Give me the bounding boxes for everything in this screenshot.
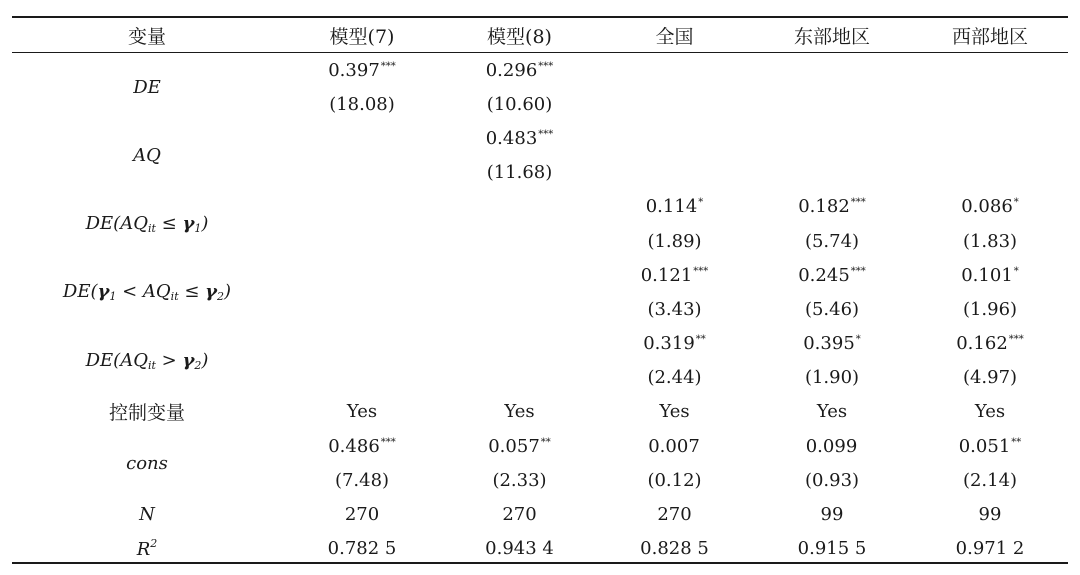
variable-name-part: < AQ [116,281,171,303]
t-stat-cell [442,224,597,258]
significance-stars: ** [1011,436,1022,448]
coef-cell [597,258,752,292]
table-row-n [12,497,1068,531]
coef-value: 0.057 [488,435,540,457]
gamma-symbol: γ [182,212,195,234]
significance-stars: *** [850,265,866,277]
significance-stars: * [1013,265,1019,277]
coef-value: 0.114 [645,196,698,218]
controls-value: Yes [816,401,848,423]
significance-marker [1011,437,1021,448]
t-stat-value: (2.33) [492,469,547,491]
significance-marker [696,334,706,345]
t-stat-value: (4.97) [962,367,1018,389]
controls-cell [282,395,442,429]
r2-value: 0.971 2 [955,538,1025,560]
controls-value: Yes [659,401,690,423]
significance-stars: *** [380,436,396,448]
t-stat-cell [752,292,912,326]
coef-cell [282,53,442,88]
coef-cell [912,53,1068,88]
coef-cell [597,121,752,155]
r2-value: 0.782 5 [327,538,397,560]
variable-name: AQ [133,145,161,167]
coef-cell [752,258,912,292]
t-stat-cell [752,156,912,190]
r2-cell [282,532,442,566]
coef-cell [597,429,752,463]
coef-value: 0.007 [648,435,700,457]
coef-value: 0.319 [643,333,695,355]
coef-value: 0.099 [805,435,858,457]
t-stat-cell [752,361,912,395]
coef-cell [442,190,597,224]
significance-stars: * [855,334,861,346]
controls-cell [442,395,597,429]
t-stat-cell [597,361,752,395]
variable-subscript [171,290,179,303]
controls-value: Yes [346,401,378,423]
coef-value: 0.395 [803,333,855,355]
coef-value: 0.486 [328,435,380,457]
n-label [12,497,282,531]
t-stat-value: (5.46) [804,298,860,320]
significance-stars: ** [695,334,706,346]
coef-cell [597,327,752,361]
r2-cell [597,532,752,566]
t-stat-cell [912,361,1068,395]
significance-marker [381,61,396,72]
significance-stars: *** [693,265,709,277]
table-row-r2 [12,532,1068,566]
coef-cell [752,53,912,88]
header-east: 东部地区 [793,25,870,48]
t-stat-cell [597,224,752,258]
controls-label-text: 控制变量 [108,402,185,425]
t-stat-cell [752,463,912,497]
t-stat-cell [442,292,597,326]
t-stat-cell [282,361,442,395]
n-value: 99 [978,504,1002,526]
variable-label [12,121,282,189]
significance-marker [851,266,866,277]
coef-cell [912,327,1068,361]
variable-name-part: DE(AQ [85,349,148,371]
significance-stars: * [1013,197,1019,209]
t-stat-cell [912,463,1068,497]
t-stat-value: (11.68) [486,162,553,184]
significance-marker [1014,266,1019,277]
coef-cell [752,327,912,361]
coef-value: 0.121 [640,264,693,286]
coef-value: 0.101 [961,264,1013,286]
significance-stars: *** [850,197,866,209]
coef-cell [912,190,1068,224]
r2-cell [752,532,912,566]
coef-value: 0.182 [798,196,850,218]
coef-cell [442,53,597,88]
controls-label [12,395,282,429]
significance-marker [541,437,551,448]
t-stat-value: (1.83) [962,230,1018,252]
coef-value: 0.397 [328,59,380,81]
t-stat-cell [752,87,912,121]
variable-name-part: ≤ [155,212,183,234]
significance-stars: *** [1008,334,1024,346]
t-stat-cell [912,87,1068,121]
coef-cell [597,53,752,88]
n-value: 270 [344,504,380,526]
header-west: 西部地区 [951,25,1028,48]
variable-subscript-text: 2 [194,358,202,372]
coef-cell [442,258,597,292]
controls-cell [597,395,752,429]
table-row [12,327,1068,361]
t-stat-cell [282,224,442,258]
significance-marker [538,61,553,72]
table-row [12,258,1068,292]
n-cell [597,497,752,531]
coef-value: 0.086 [961,196,1013,218]
t-stat-value: (5.74) [804,230,860,252]
coef-cell [752,190,912,224]
variable-name: DE [133,76,161,98]
t-stat-value: (0.12) [647,469,702,491]
significance-marker [538,129,553,140]
significance-marker [856,334,861,345]
r2-value: 0.943 4 [485,538,554,560]
t-stat-cell [282,463,442,497]
header-model-8: 模型(8) [487,25,552,48]
t-stat-value: (1.96) [962,298,1018,320]
variable-subscript-text: it [170,290,179,304]
variable-label [12,258,282,326]
coef-cell [912,258,1068,292]
coef-cell [442,429,597,463]
n-cell [912,497,1068,531]
significance-marker [851,197,866,208]
variable-subscript-text: it [147,358,156,372]
controls-value: Yes [504,401,535,423]
significance-stars: * [698,197,704,209]
significance-stars: *** [380,60,396,72]
coef-value: 0.051 [958,435,1011,457]
variable-subscript-text: 2 [217,290,225,304]
significance-marker [1014,197,1019,208]
coef-cell [912,429,1068,463]
cons-label-text: cons [126,452,168,474]
header-national: 全国 [655,25,694,48]
n-value: 270 [657,504,692,526]
gamma-symbol: γ [182,349,195,371]
n-value: 99 [820,504,844,526]
n-cell [282,497,442,531]
table-row [12,190,1068,224]
significance-stars: ** [540,436,551,448]
t-stat-cell [752,224,912,258]
gamma-symbol: γ [205,281,218,303]
controls-cell [912,395,1068,429]
controls-cell [752,395,912,429]
t-stat-value: (18.08) [329,93,395,115]
coef-cell [442,121,597,155]
r2-cell [442,532,597,566]
r2-superscript [150,537,157,550]
t-stat-cell [442,87,597,121]
r2-value: 0.915 5 [797,538,867,560]
coef-cell [282,190,442,224]
r2-cell [912,532,1068,566]
significance-stars: *** [538,60,554,72]
coef-value: 0.245 [798,264,850,286]
regression-table [12,18,1068,566]
t-stat-cell [597,156,752,190]
coef-cell [752,429,912,463]
table-row-cons [12,429,1068,463]
significance-marker [698,197,703,208]
variable-name-part: ≤ [178,281,206,303]
t-stat-value: (0.93) [804,469,860,491]
t-stat-cell [282,87,442,121]
t-stat-cell [597,292,752,326]
coef-cell [442,327,597,361]
variable-name-part: ) [201,349,209,371]
variable-label [12,53,282,122]
t-stat-cell [597,463,752,497]
variable-label [12,327,282,395]
coef-cell [597,190,752,224]
coef-cell [752,121,912,155]
coef-cell [282,429,442,463]
variable-label [12,190,282,258]
header-model-7: 模型(7) [329,25,395,48]
n-label-text: N [139,504,155,526]
variable-subscript-text: it [147,221,156,235]
t-stat-value: (3.43) [647,298,702,320]
coef-value: 0.162 [956,333,1008,355]
r2-superscript-text: 2 [150,537,158,551]
t-stat-value: (1.90) [804,367,860,389]
significance-marker [693,266,708,277]
coef-cell [282,327,442,361]
significance-marker [381,437,396,448]
coef-cell [282,258,442,292]
cons-label [12,429,282,497]
variable-name-part: DE( [62,281,98,303]
table-row-controls [12,395,1068,429]
t-stat-cell [442,156,597,190]
t-stat-value: (7.48) [334,469,390,491]
significance-stars: *** [538,128,554,140]
t-stat-cell [282,156,442,190]
variable-subscript [148,222,156,235]
r2-value: 0.828 5 [640,538,709,560]
table-row [12,53,1068,88]
t-stat-cell [912,292,1068,326]
r2-label [12,532,282,566]
t-stat-value: (2.44) [647,367,702,389]
variable-subscript [148,359,156,372]
table-header-row [12,18,1068,53]
variable-subscript [217,290,224,303]
n-cell [752,497,912,531]
variable-subscript-text: 1 [109,290,117,304]
variable-name-part: ) [201,212,209,234]
coef-cell [912,121,1068,155]
significance-marker [1009,334,1024,345]
variable-subscript-text: 1 [194,221,202,235]
table-body [12,53,1068,566]
gamma-symbol: γ [97,281,110,303]
variable-name-part: > [155,349,183,371]
t-stat-cell [442,361,597,395]
r2-label-text: R [136,539,151,561]
t-stat-value: (1.89) [647,230,702,252]
t-stat-cell [597,87,752,121]
header-variable: 变量 [127,25,166,48]
coef-value: 0.296 [485,59,538,81]
controls-value: Yes [974,401,1006,423]
t-stat-cell [912,156,1068,190]
t-stat-cell [912,224,1068,258]
t-stat-cell [282,292,442,326]
table-row [12,121,1068,155]
n-cell [442,497,597,531]
variable-name-part: ) [224,281,232,303]
coef-value: 0.483 [485,127,538,149]
t-stat-value: (2.14) [962,469,1018,491]
variable-name-part: DE(AQ [85,212,148,234]
n-value: 270 [502,504,537,526]
t-stat-value: (10.60) [486,93,553,115]
t-stat-cell [442,463,597,497]
coef-cell [282,121,442,155]
